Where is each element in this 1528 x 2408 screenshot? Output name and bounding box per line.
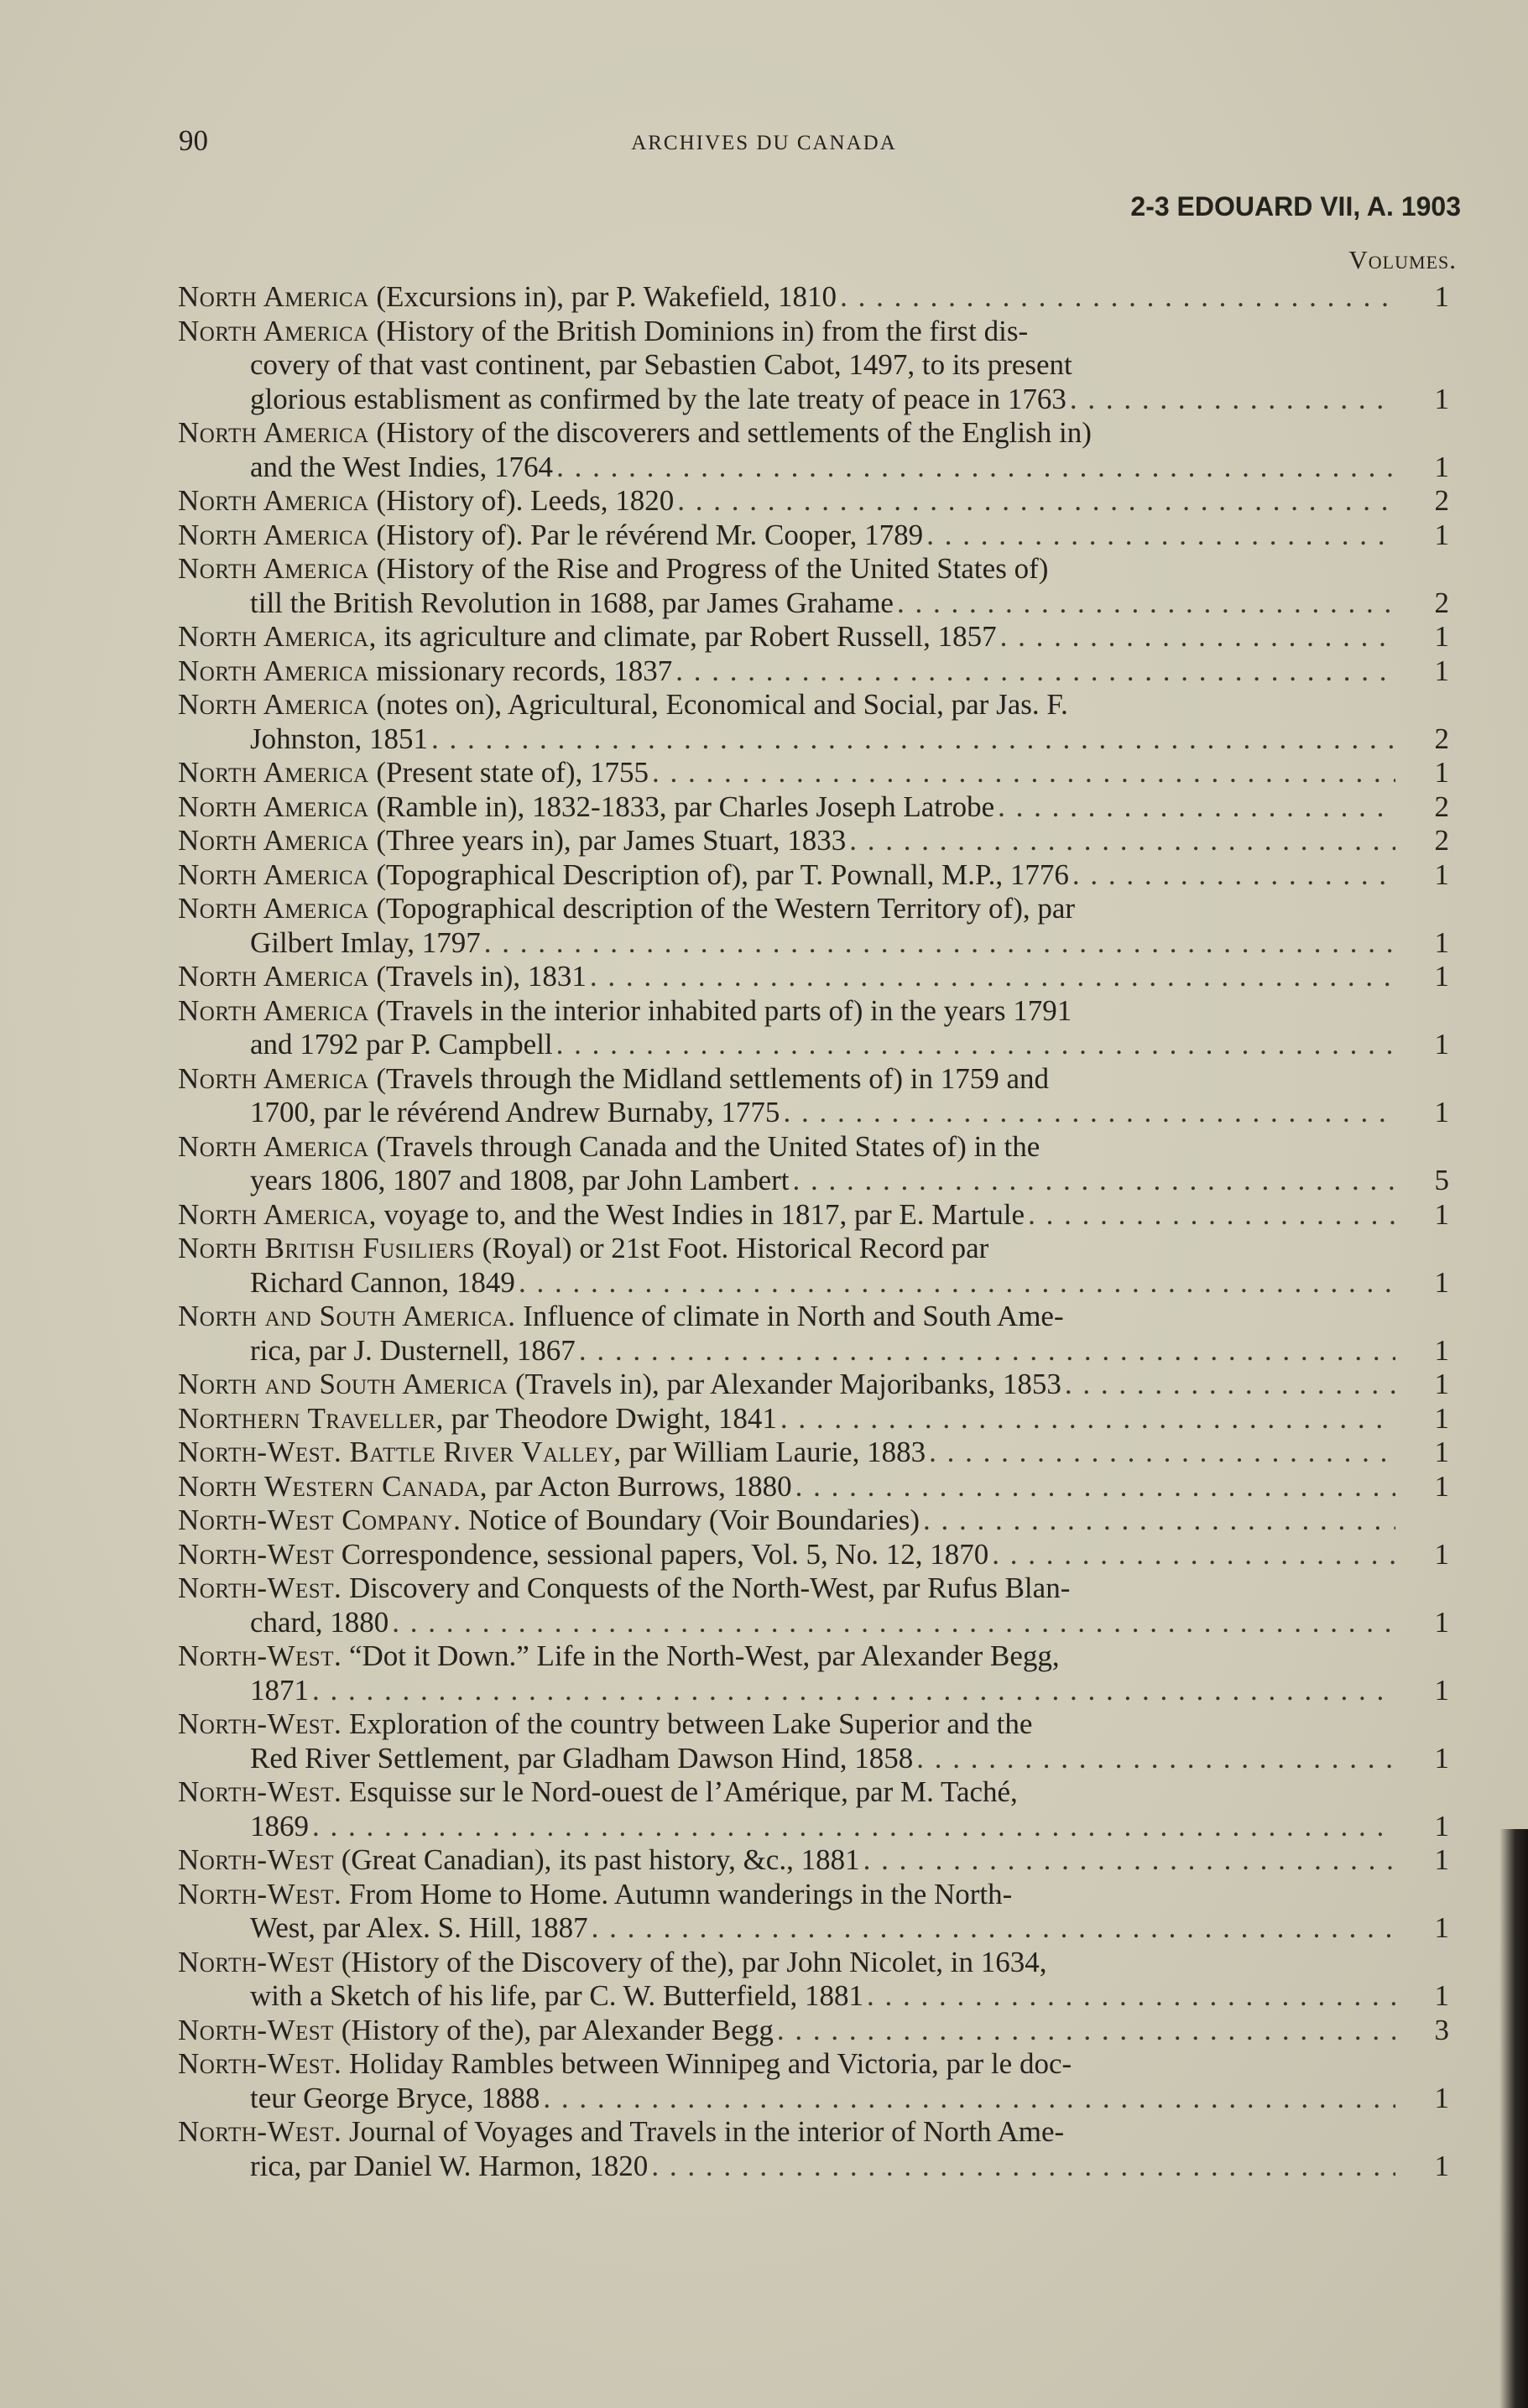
dot-leader xyxy=(1065,1368,1395,1402)
entry-line xyxy=(178,960,1449,994)
entry-line xyxy=(178,1402,1449,1436)
entry-line xyxy=(178,1062,1449,1097)
volume-count: 1 xyxy=(1434,1911,1449,1944)
dot-leader xyxy=(556,451,1395,485)
entry-text: 1869 xyxy=(250,1809,309,1842)
volume-count: 1 xyxy=(1434,1537,1449,1571)
dot-leader xyxy=(590,960,1395,994)
entry-heading: Northern Traveller, xyxy=(178,1401,444,1435)
volume-count: 1 xyxy=(1434,2081,1449,2114)
entry-heading: North America xyxy=(178,756,369,789)
entry-heading: North-West. xyxy=(178,1639,342,1672)
entry-heading: North America xyxy=(178,960,369,993)
session-heading: 2-3 EDOUARD VII, A. 1903 xyxy=(1130,191,1461,222)
catalogue-entry xyxy=(178,416,1449,484)
dot-leader xyxy=(677,484,1395,519)
entry-text: missionary records, 1837 xyxy=(376,654,673,687)
catalogue-entry xyxy=(178,654,1449,689)
entry-text: Discovery and Conquests of the North-West, par Rufus Blan- xyxy=(348,1571,1071,1604)
entry-heading: North-West. xyxy=(178,1707,342,1740)
volume-count: 1 xyxy=(1434,925,1449,959)
entry-line xyxy=(178,1674,1449,1708)
entry-line xyxy=(178,1266,1449,1300)
entry-line xyxy=(178,654,1449,689)
entry-text: (History of the British Dominions in) from the first dis- xyxy=(376,314,1029,347)
entry-heading: North America xyxy=(178,552,369,585)
dot-leader xyxy=(543,2082,1395,2116)
entry-line xyxy=(178,1368,1449,1402)
entry-line xyxy=(178,892,1449,926)
volume-count: 1 xyxy=(1434,1401,1449,1435)
volume-count: 2 xyxy=(1434,586,1449,619)
entry-text: Richard Cannon, 1849 xyxy=(250,1265,515,1299)
entry-heading: North-West. xyxy=(178,2047,342,2080)
entry-text: (History of the Discovery of the), par John Nicolet, in 1634, xyxy=(341,1945,1047,1978)
entry-heading: North America xyxy=(178,790,369,823)
entry-line xyxy=(178,2150,1449,2184)
entry-text: rica, par Daniel W. Harmon, 1820 xyxy=(250,2149,649,2182)
dot-leader xyxy=(916,1742,1395,1776)
entry-line xyxy=(178,1028,1449,1062)
entry-heading: North America xyxy=(178,688,369,721)
entry-line xyxy=(178,1639,1449,1674)
entry-text: voyage to, and the West Indies in 1817, par E. Martule xyxy=(383,1197,1025,1231)
volume-count: 1 xyxy=(1434,1843,1449,1876)
dot-leader xyxy=(929,1436,1395,1470)
entry-line xyxy=(178,2115,1449,2150)
catalogue-entry xyxy=(178,892,1449,960)
entry-heading: North America, xyxy=(178,620,377,653)
entry-line xyxy=(178,1164,1449,1198)
catalogue-entry xyxy=(178,994,1449,1062)
entry-line xyxy=(178,383,1449,417)
entry-text: Johnston, 1851 xyxy=(250,722,428,755)
entry-heading: North-West xyxy=(178,1843,334,1876)
entry-text: Influence of climate in North and South Ame- xyxy=(523,1300,1064,1332)
volume-count: 1 xyxy=(1434,960,1449,993)
dot-leader xyxy=(840,280,1395,315)
entry-heading: North-West. Battle River Valley, xyxy=(178,1436,622,1468)
dot-leader xyxy=(793,1164,1396,1198)
catalogue-entry xyxy=(178,960,1449,994)
entry-text: Correspondence, sessional papers, Vol. 5, No. 12, 1870 xyxy=(341,1537,989,1571)
dot-leader xyxy=(867,1979,1395,2014)
entry-text: par Acton Burrows, 1880 xyxy=(494,1469,792,1503)
entry-text: (notes on), Agricultural, Economical and Social, par Jas. F. xyxy=(376,688,1068,721)
entry-line xyxy=(178,926,1449,961)
volume-count: 1 xyxy=(1434,1333,1449,1367)
entry-line xyxy=(178,1538,1449,1572)
entry-line xyxy=(178,620,1449,654)
catalogue-entry xyxy=(178,1843,1449,1878)
catalogue-entry xyxy=(178,280,1449,315)
entry-text: (Ramble in), 1832-1833, par Charles Joseph Latrobe xyxy=(376,790,995,823)
dot-leader xyxy=(519,1266,1395,1300)
entry-heading: North-West xyxy=(178,1537,334,1571)
dot-leader xyxy=(1000,620,1395,654)
dot-leader xyxy=(777,2014,1395,2048)
entry-line xyxy=(178,1470,1449,1504)
entry-text: years 1806, 1807 and 1808, par John Lambert xyxy=(250,1164,790,1196)
entry-text: till the British Revolution in 1688, par James Grahame xyxy=(250,586,894,619)
dot-leader xyxy=(579,1334,1395,1368)
entry-line xyxy=(178,1198,1449,1233)
catalogue-entry xyxy=(178,1639,1449,1707)
entry-line xyxy=(178,1096,1449,1130)
catalogue-entry xyxy=(178,688,1449,756)
volume-count: 1 xyxy=(1434,1265,1449,1299)
entry-line xyxy=(178,756,1449,790)
volume-count: 1 xyxy=(1434,1469,1449,1503)
volume-count: 1 xyxy=(1434,1368,1449,1400)
entry-line xyxy=(178,280,1449,315)
catalogue-entries xyxy=(178,280,1449,2183)
entry-heading: North British Fusiliers xyxy=(178,1232,475,1264)
entry-heading: North America xyxy=(178,518,369,551)
dot-leader xyxy=(923,1504,1395,1538)
catalogue-entry xyxy=(178,858,1449,893)
dot-leader xyxy=(392,1606,1395,1640)
entry-line xyxy=(178,1436,1449,1470)
catalogue-entry xyxy=(178,1946,1449,2014)
entry-heading: North and South America xyxy=(178,1368,508,1400)
volume-count: 1 xyxy=(1434,280,1449,313)
entry-line xyxy=(178,1334,1449,1368)
entry-line xyxy=(178,1742,1449,1776)
entry-line xyxy=(178,1843,1449,1878)
volume-count: 1 xyxy=(1434,1605,1449,1639)
entry-line xyxy=(178,1979,1449,2014)
entry-line xyxy=(178,1946,1449,1980)
entry-text: 1871 xyxy=(250,1673,309,1707)
catalogue-entry xyxy=(178,1402,1449,1436)
dot-leader xyxy=(992,1538,1395,1572)
entry-line xyxy=(178,722,1449,757)
entry-heading: North America xyxy=(178,892,369,925)
entry-heading: North and South America. xyxy=(178,1300,516,1332)
dot-leader xyxy=(863,1843,1395,1878)
entry-text: Holiday Rambles between Winnipeg and Victoria, par le doc- xyxy=(348,2047,1072,2080)
entry-heading: North-West. xyxy=(178,1571,342,1604)
entry-heading: North America xyxy=(178,857,369,891)
catalogue-entry xyxy=(178,1368,1449,1402)
entry-line xyxy=(178,824,1449,858)
catalogue-entry xyxy=(178,1436,1449,1470)
entry-heading: North America xyxy=(178,1061,369,1095)
entry-text: and 1792 par P. Campbell xyxy=(250,1028,553,1061)
volume-count: 3 xyxy=(1434,2013,1449,2046)
entry-text: 1700, par le révérend Andrew Burnaby, 1775 xyxy=(250,1096,780,1128)
volume-count: 1 xyxy=(1434,450,1449,483)
entry-text: (Travels in), 1831 xyxy=(376,960,587,993)
running-title: ARCHIVES DU CANADA xyxy=(631,132,897,154)
entry-line xyxy=(178,416,1449,451)
catalogue-entry xyxy=(178,1300,1449,1368)
entry-heading: North America xyxy=(178,484,369,517)
entry-text: teur George Bryce, 1888 xyxy=(250,2081,540,2114)
entry-text: (Travels in the interior inhabited parts of) in the years 1791 xyxy=(376,993,1072,1027)
entry-heading: North America xyxy=(178,314,369,347)
entry-text: par William Laurie, 1883 xyxy=(628,1436,926,1468)
entry-text: its agriculture and climate, par Robert Russell, 1857 xyxy=(383,620,997,653)
entry-text: (History of the), par Alexander Begg xyxy=(341,2013,774,2046)
volume-count: 1 xyxy=(1434,518,1449,551)
dot-leader xyxy=(312,1674,1395,1708)
entry-text: (Travels in), par Alexander Majoribanks, 1853 xyxy=(514,1368,1061,1400)
entry-text: (Travels through the Midland settlements of) in 1759 and xyxy=(376,1061,1050,1095)
entry-text: (Excursions in), par P. Wakefield, 1810 xyxy=(376,280,837,313)
entry-heading: North America xyxy=(178,416,369,449)
entry-line xyxy=(178,994,1449,1029)
volume-count: 2 xyxy=(1434,824,1449,857)
entry-line xyxy=(178,519,1449,553)
entry-line xyxy=(178,1606,1449,1640)
entry-line xyxy=(178,1775,1449,1810)
entry-line xyxy=(178,1878,1449,1912)
volume-count: 1 xyxy=(1434,1096,1449,1128)
dot-leader xyxy=(926,519,1395,553)
dot-leader xyxy=(675,654,1395,689)
volume-count: 1 xyxy=(1434,756,1449,789)
entry-line xyxy=(178,1707,1449,1742)
entry-text: (Present state of), 1755 xyxy=(376,756,649,789)
catalogue-entry xyxy=(178,315,1449,417)
dot-leader xyxy=(1072,858,1395,893)
entry-line xyxy=(178,552,1449,586)
entry-text: rica, par J. Dusternell, 1867 xyxy=(250,1333,576,1367)
catalogue-entry xyxy=(178,620,1449,654)
catalogue-entry xyxy=(178,484,1449,519)
entry-text: with a Sketch of his life, par C. W. Butterfield, 1881 xyxy=(250,1979,864,2012)
entry-line xyxy=(178,451,1449,485)
entry-heading: North America xyxy=(178,824,369,857)
entry-line xyxy=(178,1300,1449,1334)
catalogue-entry xyxy=(178,1470,1449,1504)
volume-count: 1 xyxy=(1434,1436,1449,1468)
entry-text: (Topographical Description of), par T. Pownall, M.P., 1776 xyxy=(376,857,1069,891)
catalogue-entry xyxy=(178,1878,1449,1946)
entry-line xyxy=(178,1232,1449,1266)
entry-text: chard, 1880 xyxy=(250,1605,389,1639)
entry-text: (History of the discoverers and settlements of the English in) xyxy=(376,416,1092,449)
page-number: 90 xyxy=(179,124,208,157)
book-spine-shadow xyxy=(1499,1829,1528,2408)
entry-text: Esquisse sur le Nord-ouest de l’Amérique, par M. Taché, xyxy=(348,1775,1018,1808)
entry-text: covery of that vast continent, par Sebastien Cabot, 1497, to its present xyxy=(250,348,1072,381)
volume-count: 1 xyxy=(1434,2149,1449,2182)
entry-line xyxy=(178,2014,1449,2048)
volume-count: 1 xyxy=(1434,1197,1449,1231)
catalogue-entry xyxy=(178,519,1449,553)
entry-heading: North America xyxy=(178,280,369,313)
entry-heading: North-West Company. xyxy=(178,1504,462,1536)
entry-heading: North America xyxy=(178,993,369,1027)
catalogue-entry xyxy=(178,1707,1449,1775)
entry-text: Red River Settlement, par Gladham Dawson Hind, 1858 xyxy=(250,1741,914,1775)
entry-text: Notice of Boundary (Voir Boundaries) xyxy=(468,1504,920,1536)
catalogue-entry xyxy=(178,1062,1449,1130)
entry-line xyxy=(178,348,1449,383)
entry-text: Gilbert Imlay, 1797 xyxy=(250,925,481,959)
catalogue-entry xyxy=(178,1571,1449,1639)
dot-leader xyxy=(998,790,1395,825)
catalogue-entry xyxy=(178,1232,1449,1300)
dot-leader xyxy=(849,824,1395,858)
entry-line xyxy=(178,1810,1449,1844)
entry-text: West, par Alex. S. Hill, 1887 xyxy=(250,1911,588,1944)
entry-heading: North-West. xyxy=(178,2115,342,2148)
entry-heading: North-West. xyxy=(178,1877,342,1910)
entry-text: (Topographical description of the Western Territory of), par xyxy=(376,892,1076,925)
entry-line xyxy=(178,858,1449,893)
dot-leader xyxy=(484,926,1395,961)
dot-leader xyxy=(652,756,1395,790)
catalogue-entry xyxy=(178,552,1449,620)
dot-leader xyxy=(556,1028,1395,1062)
entry-heading: North Western Canada, xyxy=(178,1469,488,1503)
dot-leader xyxy=(897,586,1395,621)
catalogue-entry xyxy=(178,2014,1449,2048)
entry-heading: North-West xyxy=(178,2013,334,2046)
entry-line xyxy=(178,315,1449,349)
volume-count: 1 xyxy=(1434,620,1449,653)
dot-leader xyxy=(1028,1198,1395,1233)
volume-count: 1 xyxy=(1434,1979,1449,2012)
entry-text: From Home to Home. Autumn wanderings in the North- xyxy=(348,1877,1013,1910)
catalogue-entry xyxy=(178,2047,1449,2115)
volumes-column-heading: Volumes. xyxy=(1348,245,1457,274)
volume-count: 1 xyxy=(1434,1028,1449,1061)
volume-count: 1 xyxy=(1434,857,1449,891)
entry-text: glorious establisment as confirmed by the late treaty of peace in 1763 xyxy=(250,382,1066,415)
dot-leader xyxy=(592,1911,1395,1946)
entry-text: (Travels through Canada and the United States of) in the xyxy=(376,1129,1040,1163)
entry-line xyxy=(178,1130,1449,1165)
entry-line xyxy=(178,1571,1449,1606)
catalogue-entry xyxy=(178,756,1449,790)
entry-text: (Great Canadian), its past history, &c., 1881 xyxy=(341,1843,860,1876)
entry-text: and the West Indies, 1764 xyxy=(250,450,554,483)
dot-leader xyxy=(651,2150,1395,2184)
catalogue-entry xyxy=(178,1198,1449,1233)
entry-text: (History of). Leeds, 1820 xyxy=(376,484,675,517)
dot-leader xyxy=(780,1402,1395,1436)
volume-count: 2 xyxy=(1434,484,1449,517)
entry-line xyxy=(178,586,1449,621)
volume-count: 1 xyxy=(1434,654,1449,687)
volume-count: 5 xyxy=(1434,1164,1449,1196)
volume-count: 1 xyxy=(1434,1673,1449,1707)
dot-leader xyxy=(1070,383,1395,417)
entry-line xyxy=(178,790,1449,825)
entry-heading: North America xyxy=(178,654,369,687)
entry-heading: North-West. xyxy=(178,1775,342,1808)
catalogue-entry xyxy=(178,790,1449,825)
volume-count: 2 xyxy=(1434,790,1449,823)
catalogue-entry xyxy=(178,2115,1449,2183)
entry-heading: North-West xyxy=(178,1945,334,1978)
entry-heading: North America xyxy=(178,1129,369,1163)
catalogue-entry xyxy=(178,824,1449,858)
entry-line xyxy=(178,688,1449,722)
entry-text: (Three years in), par James Stuart, 1833 xyxy=(376,824,847,857)
dot-leader xyxy=(795,1470,1395,1504)
entry-line xyxy=(178,1504,1449,1538)
entry-text: Exploration of the country between Lake Superior and the xyxy=(348,1707,1033,1740)
entry-text: (Royal) or 21st Foot. Historical Record par xyxy=(482,1232,989,1264)
entry-text: “Dot it Down.” Life in the North-West, par Alexander Begg, xyxy=(348,1639,1060,1672)
dot-leader xyxy=(431,722,1395,757)
entry-line xyxy=(178,1911,1449,1946)
volume-count: 2 xyxy=(1434,722,1449,755)
entry-line xyxy=(178,2082,1449,2116)
catalogue-entry xyxy=(178,1504,1449,1538)
catalogue-entry xyxy=(178,1775,1449,1843)
volume-count: 1 xyxy=(1434,382,1449,415)
volume-count: 1 xyxy=(1434,1809,1449,1842)
volume-count: 1 xyxy=(1434,1741,1449,1775)
catalogue-entry xyxy=(178,1130,1449,1198)
catalogue-entry xyxy=(178,1538,1449,1572)
entry-text: (History of). Par le révérend Mr. Cooper, 1789 xyxy=(376,518,924,551)
dot-leader xyxy=(783,1096,1395,1130)
entry-line xyxy=(178,2047,1449,2082)
entry-line xyxy=(178,484,1449,519)
dot-leader xyxy=(312,1810,1395,1844)
entry-text: (History of the Rise and Progress of the United States of) xyxy=(376,552,1049,585)
entry-text: Journal of Voyages and Travels in the interior of North Ame- xyxy=(348,2115,1065,2148)
entry-heading: North America, xyxy=(178,1197,377,1231)
entry-text: par Theodore Dwight, 1841 xyxy=(451,1401,777,1435)
